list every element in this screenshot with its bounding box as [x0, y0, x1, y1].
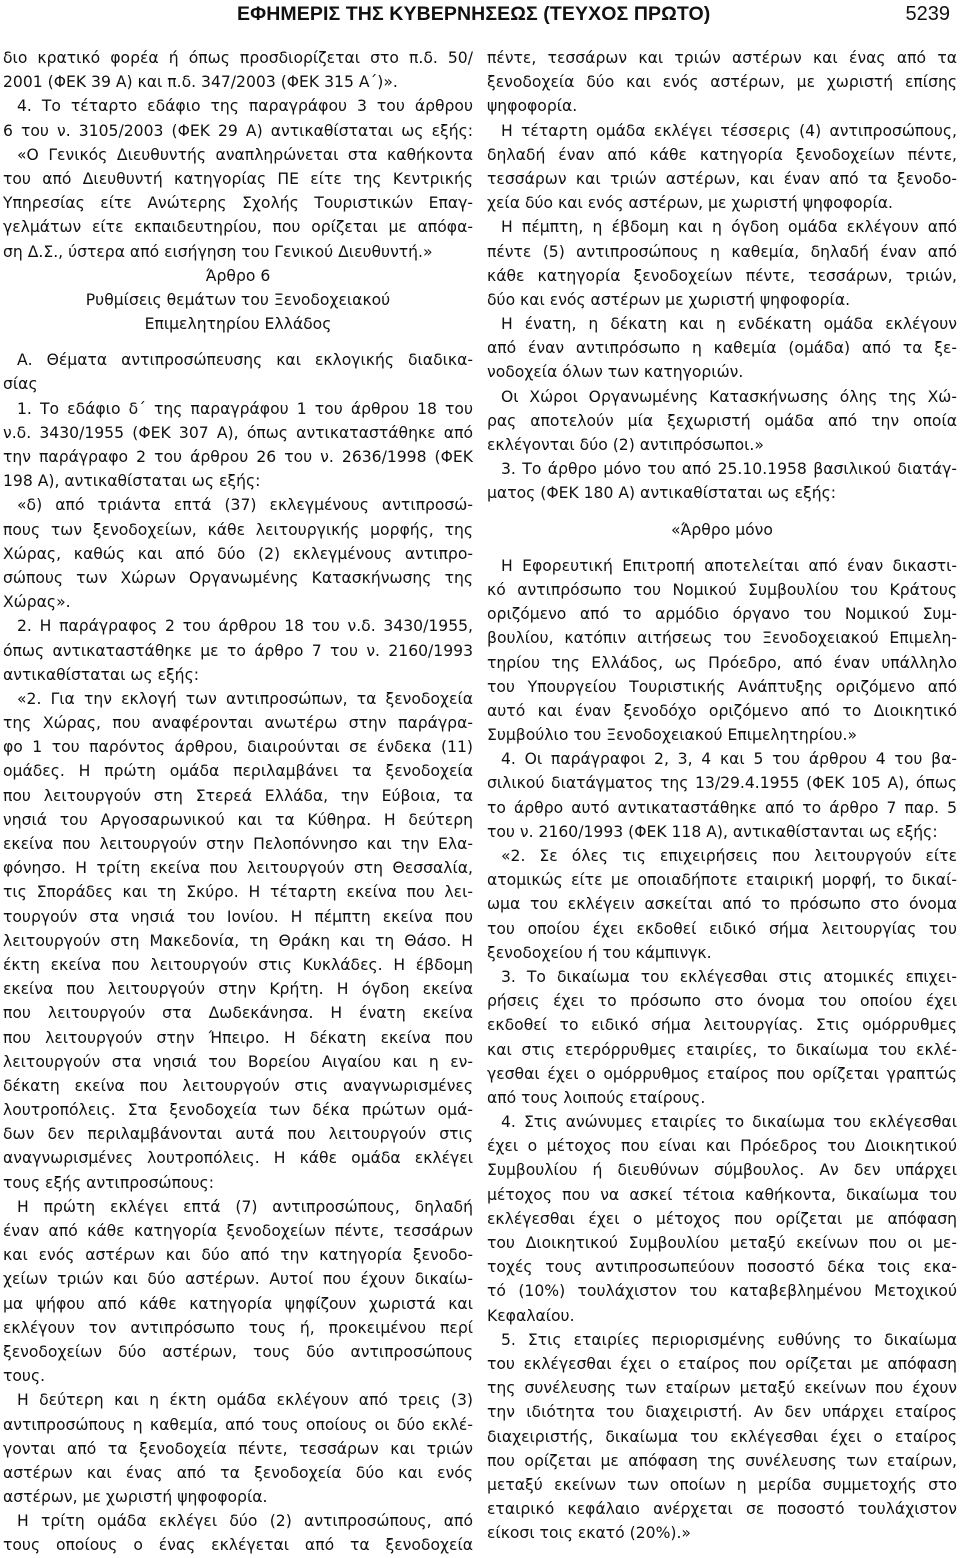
text-line: εκλέγονται δύο (2) αντιπρόσωποι.»: [487, 436, 764, 454]
text-line: «Ο Γενικός Διευθυντής αναπληρώνεται στα καθήκοντα: [17, 145, 473, 164]
text-line: 4. Οι παράγραφοι 2, 3, 4 και 5 του άρθρου 4 του βα-: [501, 750, 957, 769]
text-line: βουλίου, κατόπιν αιτήσεως του Ξενοδοχειακού Επιμελη-: [487, 629, 957, 648]
text-line: εκείνα που λειτουργούν στην Πελοπόννησο και την Ελα-: [3, 835, 473, 853]
text-line: την παράγραφο 2 του άρθρου 26 του ν. 2636/1998 (ΦΕΚ: [3, 448, 473, 466]
text-line: 198 Α), αντικαθίσταται ως εξής:: [3, 472, 261, 491]
text-line: Συμβουλίου ή διευθύνων σύμβουλος. Αν δεν υπάρχει: [487, 1161, 957, 1180]
text-line: λουτροπόλεις. Στα ξενοδοχεία των δέκα πρώτων ομά-: [3, 1101, 473, 1120]
text-line: δων δεν περιλαμβάνονται αυτά που λειτουργούν στις: [3, 1125, 473, 1144]
left-column: [3, 46, 473, 1558]
text-line: είκοσι τοις εκατό (20%).»: [487, 1524, 691, 1543]
text-line: ρας αποτελούν μία ξεχωριστή ομάδα από την οποία: [487, 411, 957, 430]
text-line: λειτουργούν στη Μακεδονία, τη Θράκη και τη Θάσο. Η: [3, 931, 473, 950]
text-line: Η πρώτη εκλέγει επτά (7) αντιπροσώπους, δηλαδή: [17, 1197, 473, 1216]
text-line: χεία δύο και ενός αστέρων, με χωριστή ψηφοφορία.: [487, 194, 893, 213]
text-line: «δ) από τριάντα επτά (37) εκλεγμένους αντιπροσώ-: [17, 496, 473, 515]
text-line: κό αντιπρόσωπο του Νομικού Συμβουλίου του Κράτους: [487, 580, 957, 599]
text-line: σίας: [3, 375, 38, 394]
text-line: Συμβούλιο του Ξενοδοχειακού Επιμελητηρίου.»: [487, 726, 858, 745]
text-line: πέντε (5) αντιπροσώπους η καθεμία, δηλαδή έναν από: [487, 242, 957, 261]
text-line: 1. Το εδάφιο δ΄ της παραγράφου 1 του άρθρου 18 του: [17, 399, 473, 418]
text-line: αστέρων, με χωριστή ψηφοφορία.: [3, 1488, 268, 1507]
text-line: όπως αντικαταστάθηκε με το άρθρο 7 του ν. 2160/1993: [3, 641, 473, 660]
text-line: ψηφοφορία.: [487, 97, 578, 116]
text-line: έχει ο μέτοχος που είναι και Πρόεδρος του Διοικητικού: [487, 1137, 957, 1156]
text-line: τοχές τους αντιπροσωπεύουν ποσοστό δέκα τοις εκα-: [487, 1258, 957, 1277]
text-line: ωμα του εκλέγειν ασκείται από το πρόσωπο στο όνομα: [487, 895, 957, 914]
text-line: ρήσεις έχει το πρόσωπο στο όνομα του οποίου έχει: [487, 992, 957, 1011]
page-number: 5239: [905, 3, 950, 25]
text-line: εκείνα που λειτουργούν στην Κρήτη. Η όγδοη εκείνα: [3, 980, 473, 999]
text-line: 3. Το άρθρο μόνο του από 25.10.1958 βασιλικού διατάγ-: [501, 460, 957, 479]
text-line: που λειτουργούν στα Δωδεκάνησα. Η ένατη εκείνα: [3, 1004, 473, 1023]
text-line: Η Εφορευτική Επιτροπή αποτελείται από έναν δικαστι-: [501, 556, 957, 575]
text-line: Η ένατη, η δέκατη και η ενδέκατη ομάδα εκλέγουν: [501, 315, 957, 334]
text-line: τεσσάρων και τριών αστέρων, και έναν από τα ξενοδο-: [487, 169, 957, 188]
text-line: του Υπουργείου Τουριστικής Ανάπτυξης οριζόμενο από: [487, 677, 957, 696]
text-line: ν.δ. 3430/1955 (ΦΕΚ 307 Α), όπως αντικαταστάθηκε από: [3, 423, 473, 442]
text-line: 4. Το τέταρτο εδάφιο της παραγράφου 3 του άρθρου: [17, 97, 473, 116]
text-line: μα ψήφου από κάθε κατηγορία ψηφίζουν χωριστά και: [3, 1294, 473, 1313]
text-line: έκτη εκείνα που λειτουργούν στις Κυκλάδες. Η έβδομη: [3, 955, 473, 974]
text-line: ση Δ.Σ., ύστερα από εισήγηση του Γενικού Διευθυντή.»: [3, 242, 433, 261]
text-line: τους εξής αντιπροσώπους:: [3, 1173, 214, 1192]
text-line: ομάδες. Η πρώτη ομάδα περιλαμβάνει τα ξενοδοχεία: [3, 762, 473, 781]
text-line: διαχειριστής, δικαίωμα του εκλέγεσθαι έχει ο εταίρος: [487, 1427, 957, 1446]
text-line: τό (10%) τουλάχιστον του καταβεβλημένου Μετοχικού: [487, 1282, 957, 1301]
text-line: αναγνωρισμένες λουτροπόλεις. Η κάθε ομάδα εκλέγει: [3, 1149, 473, 1168]
text-line: από έναν αντιπρόσωπο η καθεμία (ομάδα) από τα ξε-: [487, 339, 957, 358]
text-line: «2. Για την εκλογή των αντιπροσώπων, τα ξενοδοχεία: [17, 689, 473, 708]
right-column: [487, 46, 957, 1545]
text-line: αυτό και έναν ξενοδόχο οριζόμενο από το Διοικητικό: [487, 701, 957, 720]
section-heading-line: Άρθρο 6: [205, 266, 271, 285]
text-line: 2. Η παράγραφος 2 του άρθρου 18 του ν.δ. 3430/1955,: [17, 617, 473, 636]
text-line: Η δεύτερη και η έκτη ομάδα εκλέγουν από τρεις (3): [17, 1391, 473, 1410]
text-line: μέτοχος που να ασκεί τέτοια καθήκοντα, δικαίωμα του: [487, 1185, 957, 1204]
text-line: οριζόμενο από το αρμόδιο όργανο του Νομικού Συμ-: [487, 605, 957, 624]
text-line: του ν. 2160/1993 (ΦΕΚ 118 Α), αντικαθίστανται ως εξής:: [487, 822, 938, 841]
text-line: διο κρατικό φορέα ή όπως προσδιορίζεται στο π.δ. 50/: [3, 49, 473, 67]
text-line: πέντε, τεσσάρων και τριών αστέρων και ένας από τα: [487, 49, 957, 67]
text-line: ματος (ΦΕΚ 180 Α) αντικαθίσταται ως εξής:: [487, 484, 837, 503]
text-line: δέκατη εκείνα που λειτουργούν στις αναγνωρισμένες: [3, 1076, 473, 1095]
text-line: του εκλέγεσθαι έχει ο εταίρος που ορίζεται με απόφαση: [487, 1354, 957, 1373]
text-line: τουργούν στα νησιά του Ιονίου. Η πέμπτη εκείνα που: [3, 907, 473, 926]
text-line: 2001 (ΦΕΚ 39 Α) και π.δ. 347/2003 (ΦΕΚ 315 Α΄)».: [3, 73, 398, 92]
text-line: λειτουργούν στα νησιά του Βορείου Αιγαίου και η εν-: [3, 1052, 473, 1071]
text-line: τηρίου της Ελλάδος, ως Πρόεδρο, από έναν υπάλληλο: [487, 653, 957, 672]
text-line: γονται από τα ξενοδοχεία πέντε, τεσσάρων και τριών: [3, 1439, 473, 1458]
text-line: εκδοθεί το ειδικό σήμα λειτουργίας. Στις ομόρρυθμες: [487, 1016, 957, 1035]
text-line: της συνέλευσης των εταίρων μεταξύ εκείνων που έχουν: [487, 1379, 957, 1398]
text-line: ξενοδοχείων δύο αστέρων, τους δύο αντιπροσώπους: [3, 1342, 473, 1361]
text-line: την ιδιότητα του διαχειριστή. Αν δεν υπάρχει εταίρος: [487, 1403, 957, 1422]
text-line: που ορίζεται με απόφαση της συνέλευσης των εταίρων,: [487, 1451, 957, 1470]
text-line: εκλέγεσθαι έχει ο μέτοχος που ορίζεται με απόφαση: [487, 1209, 957, 1228]
text-line: χείων τριών και δύο αστέρων. Αυτοί που έχουν δικαίω-: [3, 1270, 473, 1289]
text-line: Η τρίτη ομάδα εκλέγει δύο (2) αντιπροσώπους, από: [17, 1512, 473, 1531]
text-line: Α. Θέματα αντιπροσώπευσης και εκλογικής διαδικα-: [17, 351, 473, 370]
text-line: 6 του ν. 3105/2003 (ΦΕΚ 29 Α) αντικαθίσταται ως εξής:: [3, 121, 473, 140]
text-line: γεσθαι έχει ο ομόρρυθμος εταίρος που ορίζεται γραπτώς: [487, 1064, 957, 1083]
text-line: Χώρας, καθώς και από δύο (2) εκλεγμένους αντιπρο-: [3, 544, 473, 563]
text-line: νησιά του Αργοσαρωνικού και τα Κύθηρα. Η δεύτερη: [3, 810, 473, 829]
text-line: εταιρικό κεφάλαιο ανέρχεται σε ποσοστό τουλάχιστον: [487, 1500, 957, 1519]
text-line: τους.: [3, 1367, 46, 1386]
text-line: και ενός αστέρων και δύο από την κατηγορία ξενοδο-: [3, 1246, 473, 1265]
paragraph-gap: [487, 506, 957, 518]
text-line: Υπηρεσίας είτε Ανώτερης Σχολής Τουριστικών Επαγ-: [3, 194, 473, 213]
text-line: ξενοδοχείου ή του κάμπινγκ.: [487, 943, 712, 962]
text-line: ξενοδοχεία δύο και ενός αστέρων, με χωριστή επίσης: [487, 73, 957, 92]
text-line: 4. Στις ανώνυμες εταιρίες το δικαίωμα του εκλέγεσθαι: [501, 1113, 957, 1132]
text-line: έναν από κάθε κατηγορία ξενοδοχείων πέντε, τεσσάρων: [3, 1222, 473, 1240]
text-line: Οι Χώροι Οργανωμένης Κατασκήνωσης όλης της Χώ-: [501, 387, 957, 406]
text-line: φο 1 του παρόντος άρθρου, διαιρούνται σε ένδεκα (11): [3, 738, 473, 757]
text-line: Η πέμπτη, η έβδομη και η όγδοη ομάδα εκλέγουν από: [501, 218, 957, 237]
text-line: ατομικώς είτε με οποιαδήποτε εταιρική μορφή, το δικαί-: [487, 871, 957, 890]
text-line: σώπους των Χώρων Οργανωμένης Κατασκήνωσης της: [3, 568, 473, 587]
text-line: αντιπροσώπους η καθεμία, από τους οποίους οι δύο εκλέ-: [3, 1415, 473, 1434]
section-heading-line: «Άρθρο μόνο: [671, 520, 773, 539]
text-line: που λειτουργούν στην Ήπειρο. Η δέκατη εκείνα που: [3, 1028, 473, 1047]
text-line: της Χώρας, που αναφέρονται ανωτέρω στην παράγρα-: [3, 714, 473, 733]
gazette-title: ΕΦΗΜΕΡΙΣ ΤΗΣ ΚΥΒΕΡΝΗΣΕΩΣ (ΤΕΥΧΟΣ ΠΡΩΤΟ): [237, 3, 711, 25]
paragraph-gap: [487, 542, 957, 554]
text-line: το άρθρο αυτό αντικαταστάθηκε από το άρθρο 7 παρ. 5: [487, 798, 957, 817]
paragraph-gap: [3, 336, 473, 348]
text-line: του Διοικητικού Συμβουλίου μεταξύ εκείνων που οι με-: [487, 1234, 957, 1252]
text-line: σιλικού διατάγματος της 13/29.4.1955 (ΦΕΚ 105 Α), όπως: [487, 774, 957, 793]
text-line: «2. Σε όλες τις επιχειρήσεις που λειτουργούν είτε: [501, 847, 957, 865]
text-line: και στις ετερόρρυθμες εταιρίες, το δικαίωμα του εκλέ-: [487, 1040, 957, 1059]
section-heading-line: Ρυθμίσεις θεμάτων του Ξενοδοχειακού: [85, 290, 391, 309]
text-line: κάθε κατηγορία ξενοδοχείων πέντε, τεσσάρων, τριών,: [487, 266, 957, 285]
text-line: αντικαθίσταται ως εξής:: [3, 665, 199, 684]
text-line: του οποίου έχει εκδοθεί ειδικό σήμα λειτουργίας του: [487, 919, 957, 938]
text-line: που λειτουργούν στη Στερεά Ελλάδα, την Εύβοια, τα: [3, 786, 473, 805]
text-line: από τους λοιπούς εταίρους.: [487, 1088, 706, 1107]
text-line: φόνησο. Η τρίτη εκείνα που λειτουργούν στη Θεσσαλία,: [3, 859, 473, 878]
section-heading-line: Επιμελητηρίου Ελλάδος: [144, 315, 332, 334]
text-line: τους οποίους ο ένας εκλέγεται από τα ξενοδοχεία: [3, 1536, 473, 1555]
text-line: αστέρων και ένας από τα ξενοδοχεία δύο και ενός: [3, 1463, 473, 1482]
text-line: τις Σποράδες και τη Σκύρο. Η τέταρτη εκείνα που λει-: [3, 883, 473, 902]
text-line: Η τέταρτη ομάδα εκλέγει τέσσερις (4) αντιπροσώπους,: [501, 121, 957, 140]
text-line: εκλέγουν τον αντιπρόσωπο τους ή, προκειμένου περί: [3, 1318, 473, 1337]
text-line: Κεφαλαίου.: [487, 1306, 575, 1325]
text-line: 5. Στις εταιρίες περιορισμένης ευθύνης το δικαίωμα: [501, 1330, 957, 1349]
page-header: [0, 0, 960, 30]
text-line: Χώρας».: [3, 593, 71, 612]
text-line: δύο και ενός αστέρων με χωριστή ψηφοφορία.: [487, 290, 851, 309]
text-line: μεταξύ εκείνων των οποίων η μερίδα συμμετοχής στο: [487, 1475, 957, 1494]
text-line: δηλαδή έναν από κάθε κατηγορία ξενοδοχείων πέντε,: [487, 145, 957, 164]
text-line: πους των ξενοδοχείων, κάθε λειτουργικής μορφής, της: [3, 520, 473, 539]
text-line: νοδοχεία όλων των κατηγοριών.: [487, 363, 744, 382]
text-line: 3. Το δικαίωμα του εκλέγεσθαι στις ατομικές επιχει-: [501, 967, 957, 986]
text-line: του από Διευθυντή κατηγορίας ΠΕ είτε της Κεντρικής: [3, 169, 473, 188]
text-line: γελμάτων είτε εκπαιδευτηρίου, που ορίζεται με απόφα-: [3, 218, 473, 237]
